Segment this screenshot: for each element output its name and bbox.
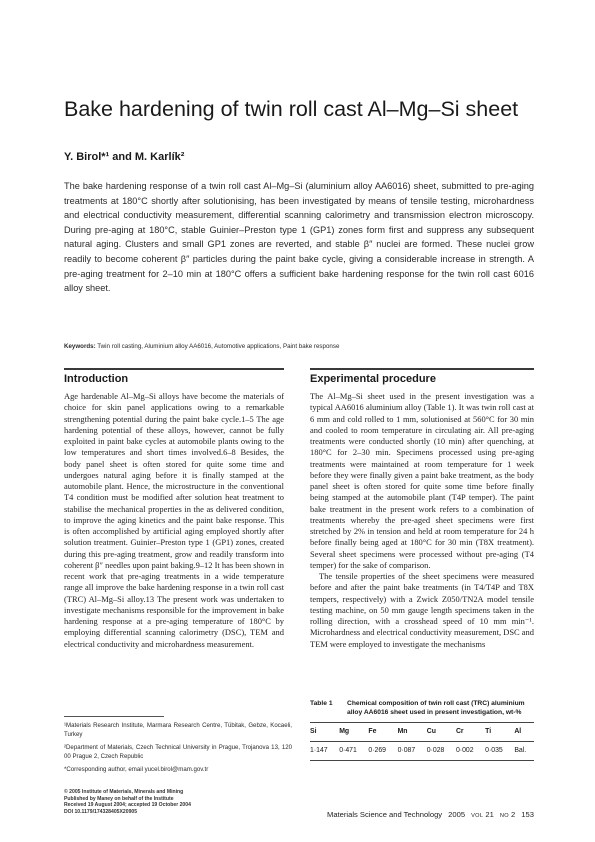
page-number: 153	[521, 810, 534, 819]
table-cell: 0·028	[426, 747, 445, 755]
keywords-text: Twin roll casting, Aluminium alloy AA6016, Automotive applications, Paint bake response	[97, 343, 340, 350]
volume-number: 21	[485, 810, 494, 819]
experimental-heading: Experimental procedure	[310, 373, 436, 385]
introduction-heading: Introduction	[64, 373, 129, 385]
journal-footer	[327, 810, 534, 819]
table-label: Table 1	[310, 700, 333, 707]
issue-label: NO	[499, 813, 509, 819]
table-header-cell: Ti	[485, 728, 492, 736]
footnote-rule	[64, 716, 164, 717]
copyright-line: © 2005 Institute of Materials, Minerals and Mining	[64, 789, 184, 795]
table-cell: 0·035	[485, 747, 503, 755]
abstract: The bake hardening response of a twin roll cast Al–Mg–Si (aluminium alloy AA6016) sheet, submitted to pre-aging treatments at 180°C shortly after solutionising, has been investigated by means of tensile testing, microhardness and electrical conductivity measurement, differential scanning calorimetry and transmission electron microscopy. During pre-aging at 180°C, stable Guinier–Preston type 1 (GP1) zones form first and suppress any subsequent natural aging. Clusters and small GP1 zones are reverted, and stable β″ nuclei are formed. These nuclei grow readily to become coherent β″ particles during the paint bake cycle, giving a considerable increase in strength. A pre-aging treatment for 2–10 min at 180°C offers a sufficient bake hardening response for the twin roll cast 6016 alloy sheet.	[64, 181, 534, 294]
table-row	[310, 742, 534, 760]
copyright-block	[64, 789, 191, 815]
received-line: Received 19 August 2004; accepted 19 October 2004	[64, 802, 191, 809]
issue-number: 2	[511, 810, 516, 819]
table-cell: 0·471	[339, 747, 357, 755]
journal-issue	[500, 810, 515, 819]
table-cell: 0·002	[455, 747, 474, 755]
footnotes	[64, 721, 292, 777]
volume-label: VOL	[471, 813, 484, 819]
table-1	[310, 700, 534, 760]
introduction-paragraph: Age hardenable Al–Mg–Si alloys have become the materials of choice for skin panel applications owing to a remarkable strengthening potential during the paint bake cycle.1–5 The age hardening potential of these alloys, however, cannot be fully exploited in paint bake cycles at automobile plants owing to the low temperatures and short times involved.6–8 Besides, the body panel sheet is often stored for quite some time and undergoes natural aging before it is finally stamped at the automobile plant. Hence, the microstructure in the conventional T4 condition must be modified after solution heat treatment to stabilise the mechanical properties in the as delivered condition, to improve the aging kinetics and the paint bake response. This is often accomplished by artificial aging employed shortly after solution treatment. Guinier–Preston type 1 (GP1) zones, created during this pre-aging treatment, grow and readily transform into coherent β″ needles upon paint baking.9–12 It has been shown in recent work that pre-aging treatments in a wide temperature range all improve the bake hardening response in a twin roll cast (TRC) Al–Mg–Si alloy.13 The present work was undertaken to investigate mechanisms responsible for the improvement in bake hardening response at a pre-aging temperature of 180°C by employing differential scanning calorimetry (DSC), TEM and electrical conductivity and microhardness measurement.	[64, 391, 284, 649]
experimental-body	[310, 391, 534, 650]
table-header-cell: Fe	[368, 728, 377, 736]
table-cell: 1·147	[310, 747, 328, 755]
paper-title: Bake hardening of twin roll cast Al–Mg–Si sheet	[64, 97, 519, 122]
keywords	[64, 343, 534, 350]
table-header-cell: Mg	[339, 728, 350, 736]
table-cell: 0·087	[397, 747, 416, 755]
table-header-cell: Cu	[426, 728, 436, 736]
section-rule-right	[310, 368, 534, 370]
publisher-line: Published by Maney on behalf of the Institute	[64, 795, 174, 802]
table-header-row	[310, 723, 534, 741]
table-header-cell: Mn	[397, 728, 408, 736]
journal-name: Materials Science and Technology	[327, 810, 443, 819]
table-cell: 0·269	[368, 747, 386, 755]
journal-volume	[471, 810, 494, 819]
experimental-paragraph-1: The Al–Mg–Si sheet used in the present investigation was a typical AA6016 aluminium alloy (Table 1). It was twin roll cast at 6 mm and cold rolled to 1 mm, solutionised at 560°C for 30 min and cooled to room temperature in circulating air. All pre-aging treatments were conducted shortly (10 min) after quenching, at 180°C for 2–30 min. Specimens processed using pre-aging treatments were maintained at room temperature for 1 week before they were finally given a paint bake treatment, as the body panel sheet is often stored for quite some time before finally being stamped at the automobile plant (T4P temper). The paint bake treatment in the present work refers to a combination of treatments whereby the pre-aged sheet specimens were first stretched by 2% in tension and held at room temperature for 24 h before finally being aged at 180°C for 30 min (T8X treatment). Several sheet specimens were processed without pre-aging (T4 temper) for the sake of comparison.	[310, 391, 534, 570]
table-cell: Bal.	[514, 747, 527, 755]
author-list: Y. Birol*¹ and M. Karlík²	[64, 151, 185, 163]
table-header-cell: Cr	[455, 728, 464, 736]
experimental-paragraph-2: The tensile properties of the sheet specimens were measured before and after the paint bake treatments (in T4/T4P and T8X tempers, respectively) with a Zwick Z050/TN2A model tensile testing machine, on 50 mm gauge length specimens taken in the rolling direction, with a crosshead speed of 10 mm min⁻¹. Microhardness and electrical conductivity measurement, DSC and TEM were employed to investigate the mechanisms	[310, 571, 534, 649]
journal-year: 2005	[448, 810, 466, 819]
doi-line: DOI 10.1179/174328405X20905	[64, 808, 138, 815]
affiliation-2: ²Department of Materials, Czech Technical University in Prague, Trojanova 13, 120 00 Prague 2, Czech Republic	[64, 743, 292, 761]
section-rule-left	[64, 368, 284, 370]
table-caption	[310, 700, 534, 717]
table-bottom-rule	[310, 760, 534, 761]
affiliation-1: ¹Materials Research Institute, Marmara Research Centre, Tübitak, Gebze, Kocaeli, Turkey	[64, 722, 292, 739]
corresponding-author: *Corresponding author, email yucel.birol@mam.gov.tr	[64, 765, 209, 773]
introduction-body	[64, 391, 284, 650]
table-header-cell: Si	[310, 728, 317, 736]
table-caption-text: Chemical composition of twin roll cast (TRC) aluminium alloy AA6016 sheet used in present investigation, wt-%	[347, 700, 525, 716]
composition-table	[310, 723, 534, 760]
table-header-cell: Al	[514, 728, 522, 736]
keywords-label: Keywords:	[64, 343, 96, 350]
